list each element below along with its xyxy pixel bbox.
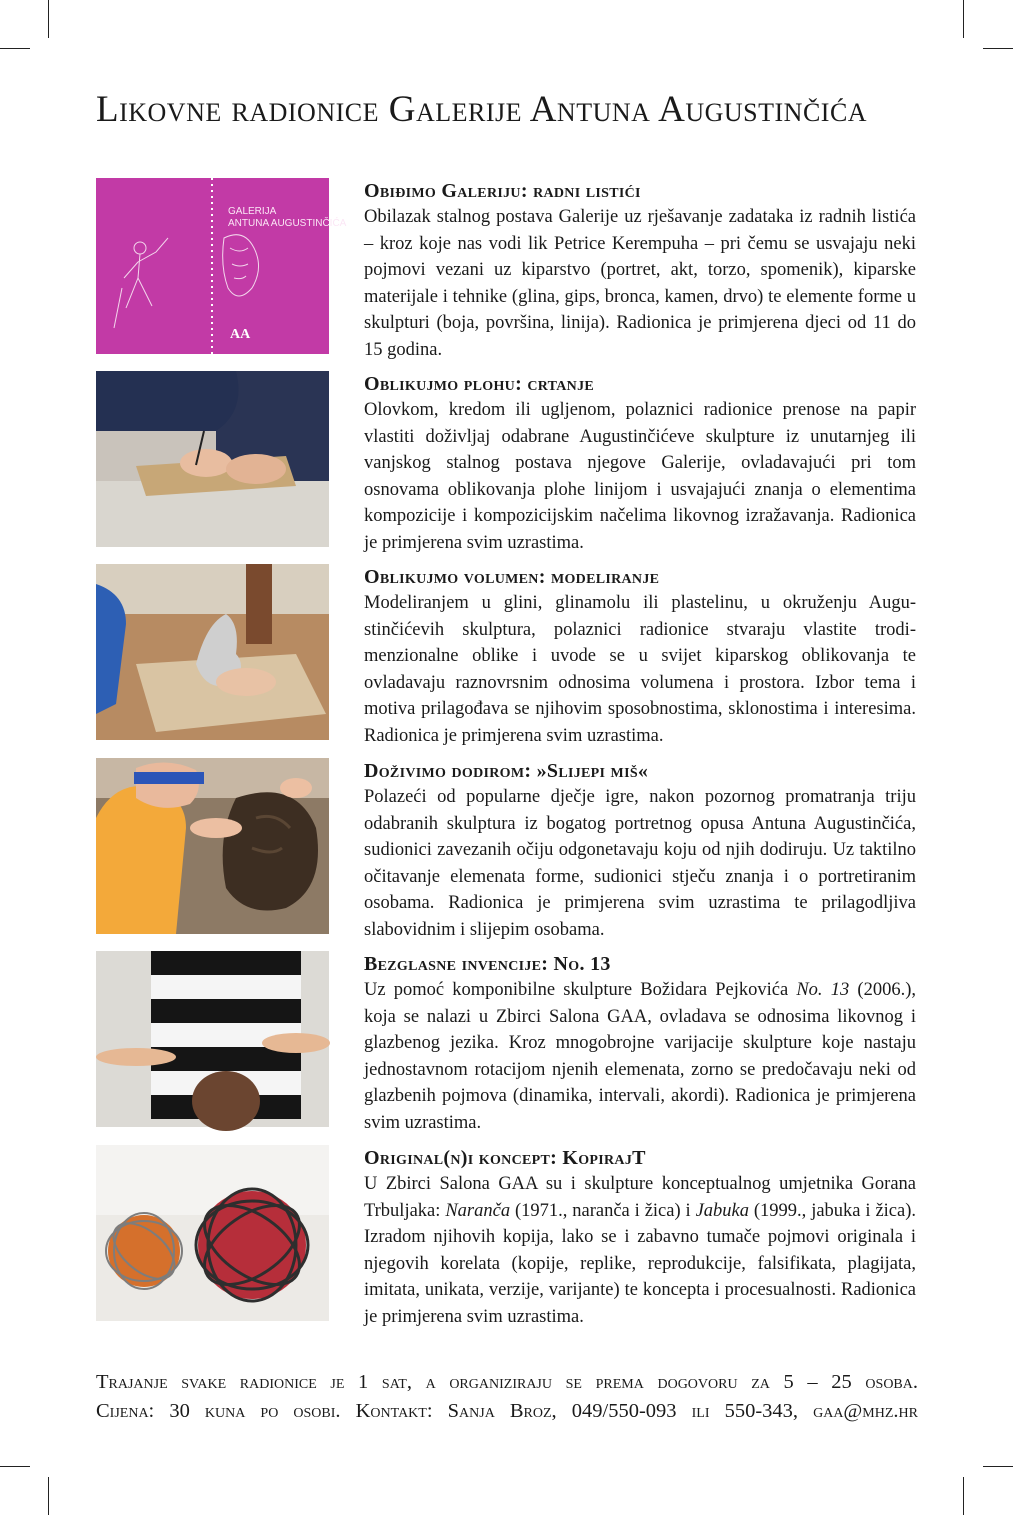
booklet-cover-image [96, 178, 347, 354]
crop-mark [48, 1477, 49, 1515]
crop-mark [963, 0, 964, 38]
section-title: Oblikujmo volumen: modeliranje [364, 566, 660, 588]
crop-mark [963, 1477, 964, 1515]
section-body: U Zbirci Salona GAA su i skulpture konceptualnog umjetnika Gorana Trbuljaka: Naranča (1971., naranča i žica) i Jabuka (1999., jabuka i žica). Izradom njihovih kopija, lako se i zabavno tumače pojmovi originala i njegovih korelata (kopije, replike, reprodukcije, falsifikata, plagijata, imitata, unikata, verzije, varijante) te koncepta i procesualnosti. Radionica je primjerena svim uzrastima. [364, 1174, 917, 1327]
cover-title: GALERIJA [228, 206, 277, 217]
drawing-photo [96, 371, 329, 547]
footer-contact: Cijena: 30 kuna po osobi. Kontakt: Sanja Broz, 049/550-093 ili 550-343, gaa@mhz.hr [96, 1400, 918, 1422]
workshop-section [96, 758, 926, 940]
crop-mark [983, 1466, 1013, 1467]
section-body: Modeliranjem u glini, glinamolu ili plastelinu, u okruženju Augustinčićevih skulptura, polaznici radionice stvaraju vlastite trodimenzionalne oblike i uvode se u svijet kiparskog oblikovanja te ovladavaju raznovrsnim odnosima volumena i prostora. Izbor tema i motiva prilagođava se njihovim sposobnostima, sklonostima i interesima. Radionica je primjerena svim uzrastima. [364, 593, 916, 746]
section-title: Doživimo dodirom: »Slijepi miš« [364, 760, 649, 782]
section-body: Polazeći od popularne dječje igre, nakon pozornog promatranja triju odabranih skulptura iz bogatog portretnog opusa Antuna Augustinčića, sudionici zavezanih očiju odgonetavaju koju od njih dodiruju. Uz taktilno očitavanje elemenata forme, sudionici stječu znanja i o portretiranim osobama. Radionica je primjerena svim uzrastima te prilagodljiva slabovidnim i slijepim osobama. [364, 787, 916, 940]
crop-mark [0, 48, 30, 49]
footer-duration: Trajanje svake radionice je 1 sat, a organiziraju se prema dogovoru za 5 – 25 osoba. [96, 1371, 918, 1393]
section-body: Olovkom, kredom ili ugljenom, polaznici radionice prenose na papir vlastiti doživljaj odabrane Augustinčićeve skulpture iz unutarnjeg ili vanjskog stalnog postava njegove Galerije, ovladavajući pri tom osnovama oblikovanja plohe linijom i usvajajući znanja o elementima kompozicije i kompozicijskim načelima likovnog izražavanja. Radionica je primjerena svim uzrastima. [364, 400, 916, 553]
section-title: Original(n)i koncept: KopirajT [364, 1147, 646, 1169]
section-title: Obiđimo Galeriju: radni listići [364, 180, 641, 202]
section-body: Uz pomoć komponibilne skulpture Božidara Pejkovića No. 13 (2006.), koja se nalazi u Zbirci Salona GAA, ovladava se odnosima likovnog i glazbenog jezika. Kroz mnogobrojne varijacije skulpture koje nastaju jednostavnom rotacijom njenih elemenata, zorno se predočavaju neki od glazbenih pojmova (dinamika, intervali, akordi). Radionica je primjerena svim uzrastima. [364, 980, 916, 1133]
workshop-section [96, 178, 926, 360]
modelling-photo [96, 564, 329, 740]
workshop-section [96, 951, 926, 1133]
svg-text:ANTUNA AUGUSTINČIĆA: ANTUNA AUGUSTINČIĆA [228, 218, 347, 229]
section-title: Oblikujmo plohu: crtanje [364, 373, 595, 395]
crop-mark [0, 1466, 30, 1467]
footer-info [96, 1368, 918, 1426]
cover-logo: AA [230, 327, 251, 342]
section-title: Bezglasne invencije: No. 13 [364, 953, 611, 975]
crop-mark [983, 48, 1013, 49]
blindfold-photo [96, 758, 329, 934]
workshop-section [96, 564, 926, 746]
section-body: Obilazak stalnog postava Galerije uz rješavanje zadataka iz radnih listića – kroz koje nas vodi lik Petrice Kerempuha – pri čemu se usvajaju neki pojmovi vezani uz kiparstvo (portret, akt, torzo, spomenik), kiparske materijale i tehnike (glina, gips, bronca, kamen, drvo) te elemente forme u skulpturi (boja, površina, linija). Radionica je primjerena djeci od 11 do 15 godina. [364, 207, 916, 360]
workshop-section [96, 1145, 926, 1327]
wire-fruit-photo [96, 1145, 329, 1321]
crop-mark [48, 0, 49, 38]
workshop-section [96, 371, 926, 553]
page-title: Likovne radionice Galerije Antuna Augustinčića [96, 89, 868, 130]
sculpture-no13-photo [96, 951, 329, 1127]
